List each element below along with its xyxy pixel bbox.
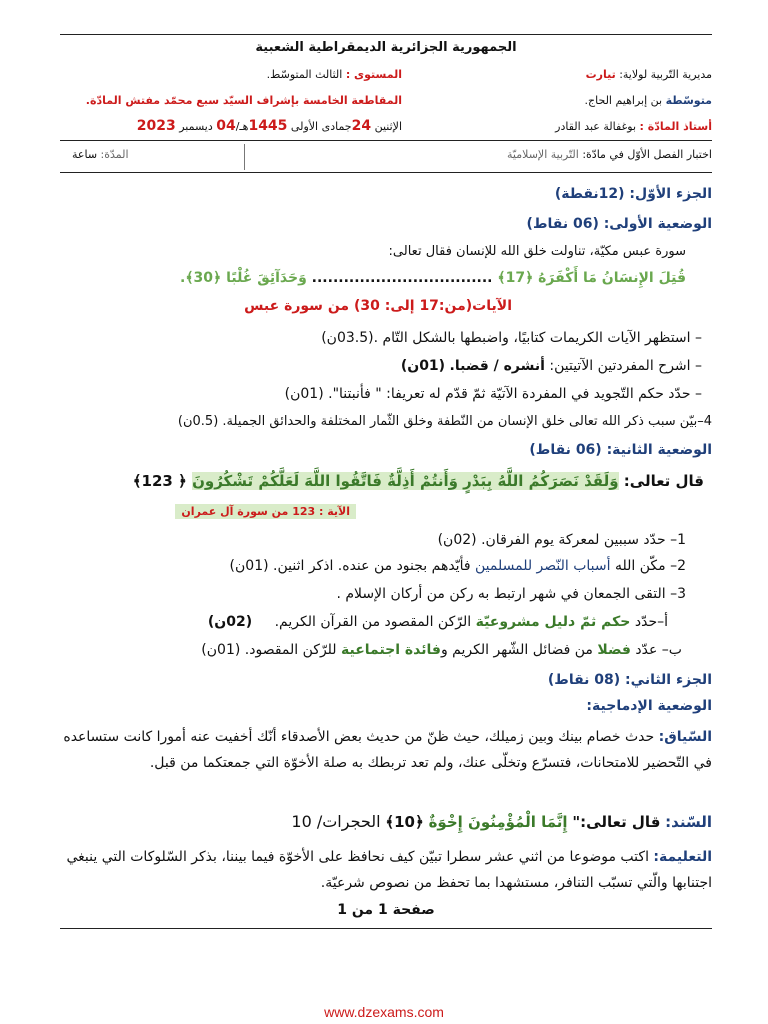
part2-title: الجزء الثاني: (08 نقاط)	[547, 672, 712, 688]
teacher: أستاذ المادّة : بوغفالة عبد القادر	[555, 120, 712, 133]
verses-reference: الآيات(من:17 إلى: 30) من سورة عبس	[244, 298, 512, 314]
s1-question-1: – استظهر الآيات الكريمات كتابيًا، واضبطها بالشكل التّام .(03.5ن)	[321, 330, 702, 346]
integration-title: الوضعية الإدماجية:	[586, 698, 712, 714]
situation2-verse: قال تعالى: وَلَقَدْ نَصَرَكُمُ اللَّهُ بِبَدْرٍ وَأَنتُمْ أَذِلَّةٌ فَاتَّقُوا اللَّهَ لَعَلَّكُمْ تَشْكُرُونَ ﴿ 123﴾	[132, 472, 704, 490]
s2-question-3b: ب– عدّد فضلا من فضائل الشّهر الكريم وفائدة اجتماعية للرّكن المقصود. (01ن)	[201, 642, 682, 658]
instruction-paragraph: التعليمة: اكتب موضوعا من اثني عشر سطرا تبيّن كيف نحافظ على الأخوّة فيما بيننا، بذكر السّلوكات التي ينبغي اجتنابها والّتي تسبّب التنافر، مستشهدا بما تحفظ من نصوص شرعيّة.	[66, 849, 712, 891]
school: متوسّطة بن إبراهيم الحاج.	[584, 94, 712, 107]
s2-question-3: 3– التقى الجمعان في شهر ارتبط به ركن من أركان الإسلام .	[336, 586, 686, 602]
exam-bar-rule	[60, 172, 712, 173]
s2-question-3a: أ–حدّد حكم ثمّ دليل مشروعيّة الرّكن المقصود من القرآن الكريم. (02ن)	[207, 614, 668, 630]
page-number: صفحة 1 من 1	[337, 902, 435, 918]
situation1-intro: سورة عبس مكيّة، تناولت خلق الله للإنسان فقال تعالى:	[388, 244, 686, 259]
top-rule	[60, 34, 712, 35]
directorate: مديرية التّربية لولاية: تيارت	[585, 68, 712, 81]
s2-question-1: 1– حدّد سببين لمعركة يوم الفرقان. (02ن)	[437, 532, 686, 548]
situation1-title: الوضعية الأولى: (06 نقاط)	[526, 216, 712, 232]
republic-title: الجمهورية الجزائرية الديمقراطية الشعبية	[255, 40, 517, 55]
exam-title: اختبار الفصل الأوّل في مادّة: التّربية الإسلاميّة	[507, 148, 712, 161]
situation2-title: الوضعية الثانية: (06 نقاط)	[529, 442, 712, 458]
s2-question-2: 2– مكّن الله أسباب النّصر للمسلمين فأيّدهم بجنود من عنده. اذكر اثنين. (01ن)	[229, 558, 686, 574]
exam-bar-divider	[244, 144, 245, 170]
level: المستوى : الثالث المتوسّط.	[266, 68, 402, 81]
district: المقاطعة الخامسة بإشراف السيّد سبع محمّد مفتش المادّة.	[85, 94, 402, 107]
s1-question-2: – اشرح المفردتين الآتيتين: أنشره / قضبا. (01ن)	[400, 358, 702, 374]
context-paragraph: السّياق: حدث خصام بينك وبين زميلك، حيث ظنّ من حديث بعض الأصدقاء أنّك أخفيت عنه أمورا كانت ستساعده في التّحضير للامتحانات، فتسرّع وتخلّى عنك، ولم تعد تربطك به صلة الأخوّة التي جمعتكما من قبل.	[63, 729, 712, 771]
s1-question-4: 4–بيّن سبب ذكر الله تعالى خلق الإنسان من النّطفة وخلق الثّمار المختلفة والحدائق الجميلة. (0.5ن)	[177, 414, 712, 429]
exam-sheet	[60, 34, 712, 930]
surah-verse-range: قُتِلَ الإِنسَانُ مَا أَكْفَرَهُ ﴿17﴾ .................................. وَحَدَآئِقَ غُلْبًا ﴿30﴾.	[180, 270, 686, 286]
situation2-verse-ref: الآية : 123 من سورة آل عمران	[175, 504, 356, 519]
support-verse: السّند: قال تعالى:" إِنَّمَا الْمُؤْمِنُونَ إِخْوَةٌ ﴿10﴾ الحجرات/ 10	[291, 812, 712, 831]
s1-question-3: – حدّد حكم التّجويد في المفردة الآتيّة ثمّ قدّم له تعريفا: " فأنبتنا". (01ن)	[284, 386, 702, 402]
footer-site-link[interactable]: www.dzexams.com	[324, 1004, 444, 1020]
exam-duration: المدّة: ساعة	[72, 148, 129, 161]
part1-title: الجزء الأوّل: (12نقطة)	[554, 186, 712, 202]
bottom-rule	[60, 928, 712, 929]
exam-date: الإثنين 24جمادى الأولى 1445هـ/04 ديسمبر 2023	[136, 118, 402, 134]
header-rule	[60, 140, 712, 141]
